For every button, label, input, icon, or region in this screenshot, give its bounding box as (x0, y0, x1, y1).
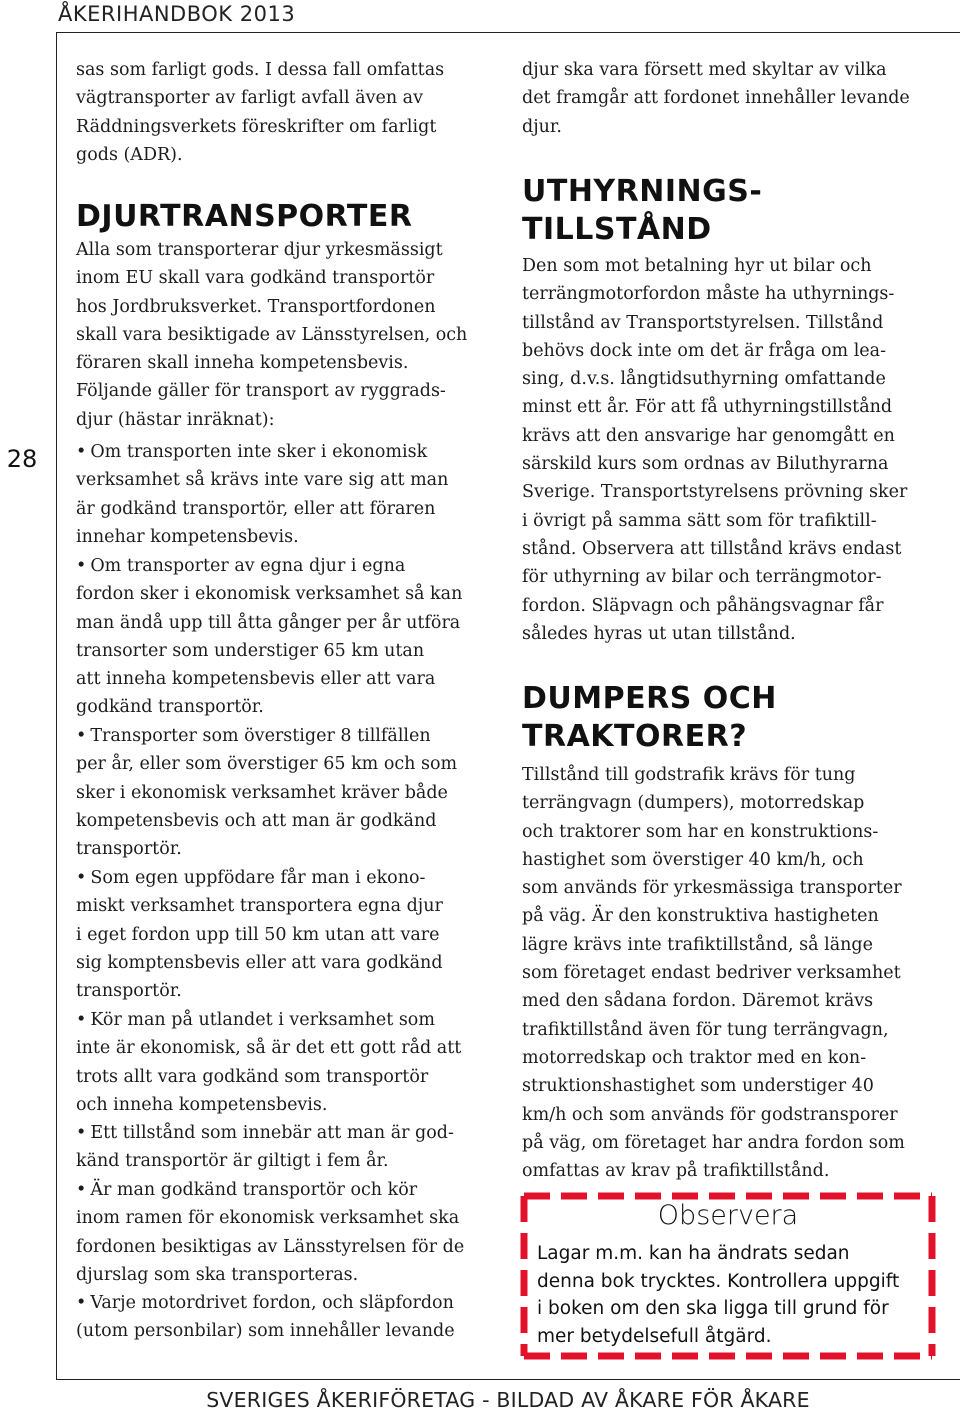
text-line: i boken om den ska ligga till grund för (537, 1298, 889, 1319)
text-line: terrängmotorfordon måste ha uthyrnings- (522, 284, 895, 305)
text-line: innehar kompetensbevis. (76, 526, 299, 547)
observera-box (520, 1192, 936, 1360)
text-line: TILLSTÅND (522, 212, 712, 247)
text-line: stånd. Observera att tillstånd krävs endast (522, 538, 902, 559)
text-line: • Ett tillstånd som innebär att man är god- (76, 1119, 500, 1147)
text-line: behövs dock inte om det är fråga om lea- (522, 340, 886, 361)
text-line: skall vara besiktigade av Länsstyrelsen, och (76, 324, 468, 345)
text-line: och inneha kompetensbevis. (76, 1094, 328, 1115)
bullet-item (76, 864, 500, 1005)
text-line: godkänd transportör. (76, 697, 264, 718)
text-line: föraren skall inneha kompetensbevis. (76, 353, 409, 374)
book-title: ÅKERIHANDBOK 2013 (58, 2, 296, 26)
text-line: fordon. Släpvagn och påhängsvagnar får (522, 595, 884, 616)
continued-paragraph (522, 56, 942, 141)
bullet-item (76, 722, 500, 863)
text-line: • Transporter som överstiger 8 tillfällen (76, 722, 500, 750)
heading-dumpers-traktorer (522, 680, 777, 756)
text-line: man ändå upp till åtta gånger per år utföra (76, 612, 461, 633)
djurtransporter-body (76, 236, 500, 434)
text-line: att inneha kompetensbevis eller att vara (76, 669, 436, 690)
text-line: i eget fordon upp till 50 km utan att vare (76, 924, 440, 945)
text-line: struktionshastighet som understiger 40 (522, 1076, 874, 1097)
text-line: Sverige. Transportstyrelsens prövning sker (522, 482, 908, 503)
text-line: tillstånd av Transportstyrelsen. Tillstånd (522, 312, 884, 333)
text-line: sig komptensbevis eller att vara godkänd (76, 952, 443, 973)
text-line: på väg, om företaget har andra fordon som (522, 1132, 905, 1153)
text-line: fordon sker i ekonomisk verksamhet så kan (76, 584, 463, 605)
text-line: • Om transporten inte sker i ekonomisk (76, 438, 500, 466)
text-line: är godkänd transportör, eller att föraren (76, 498, 436, 519)
text-line: fordonen besiktigas av Länsstyrelsen för de (76, 1236, 465, 1257)
text-line: Räddningsverkets föreskrifter om farligt (76, 116, 437, 137)
text-line: djur ska vara försett med skyltar av vilka (522, 60, 887, 80)
text-line: för uthyrning av bilar och terrängmotor- (522, 567, 882, 588)
text-line: • Är man godkänd transportör och kör (76, 1176, 500, 1204)
text-line: omfattas av krav på trafiktillstånd. (522, 1161, 830, 1182)
text-line: djur. (522, 116, 562, 137)
text-line: hos Jordbruksverket. Transportfordonen (76, 296, 436, 317)
observera-title: Observera (657, 1200, 799, 1231)
text-line: miskt verksamhet transportera egna djur (76, 896, 443, 917)
observera-text (537, 1240, 899, 1350)
footer-slogan: SVERIGES ÅKERIFÖRETAG - BILDAD AV ÅKARE FÖR ÅKARE (206, 1388, 810, 1412)
text-line: sas som farligt gods. I dessa fall omfattas (76, 60, 445, 80)
text-line: lägre krävs inte trafiktillstånd, så länge (522, 934, 873, 955)
text-line: • Kör man på utlandet i verksamhet som (76, 1006, 500, 1034)
text-line: inom EU skall vara godkänd transportör (76, 268, 435, 289)
text-line: Lagar m.m. kan ha ändrats sedan (537, 1243, 850, 1264)
bullet-item (76, 1289, 500, 1346)
bullet-item (76, 1176, 500, 1289)
text-line: inte är ekonomisk, så är det ett gott råd att (76, 1038, 462, 1059)
text-line: vägtransporter av farligt avfall även av (76, 88, 423, 109)
text-line: djur (hästar inräknat): (76, 409, 275, 430)
text-line: denna bok trycktes. Kontrollera uppgift (537, 1270, 900, 1292)
text-line: trots allt vara godkänd som transportör (76, 1066, 429, 1087)
text-line: per år, eller som överstiger 65 km och som (76, 754, 458, 775)
text-line: mer betydelsefull åtgärd. (537, 1325, 772, 1347)
text-line: inom ramen för ekonomisk verksamhet ska (76, 1208, 460, 1229)
text-line: • Som egen uppfödare får man i ekono- (76, 864, 500, 892)
text-line: km/h och som används för godstransporer (522, 1104, 898, 1125)
text-line: särskild kurs som ordnas av Biluthyrarna (522, 454, 889, 475)
dumpers-body (522, 761, 942, 1185)
text-line: sker i ekonomisk verksamhet kräver både (76, 782, 448, 803)
text-line: Följande gäller för transport av ryggrads- (76, 381, 446, 402)
text-line: transportör. (76, 981, 182, 1002)
text-line: gods (ADR). (76, 144, 183, 165)
text-line: det framgår att fordonet innehåller levande (522, 88, 910, 109)
text-line: UTHYRNINGS- (522, 174, 763, 209)
text-line: kompetensbevis och att man är godkänd (76, 810, 437, 831)
text-line: • Om transporter av egna djur i egna (76, 552, 500, 580)
text-line: • Varje motordrivet fordon, och släpfordon (76, 1289, 500, 1317)
bullet-item (76, 438, 500, 551)
text-line: med den sådana fordon. Däremot krävs (522, 991, 874, 1012)
text-line: sing, d.v.s. långtidsuthyrning omfattande (522, 369, 886, 390)
text-line: som företaget endast bedriver verksamhet (522, 963, 901, 984)
page-number: 28 (6, 445, 38, 473)
text-line: verksamhet så krävs inte vare sig att man (76, 470, 449, 491)
text-line: som används för yrkesmässiga transporter (522, 878, 902, 899)
bullet-item (76, 1119, 500, 1176)
text-line: transorter som understiger 65 km utan (76, 640, 425, 661)
uthyrningstillstand-body (522, 252, 942, 648)
text-line: hastighet som överstiger 40 km/h, och (522, 849, 864, 870)
bullet-item (76, 1006, 500, 1119)
text-line: terrängvagn (dumpers), motorredskap (522, 793, 865, 814)
text-line: och traktorer som har en konstruktions- (522, 821, 879, 842)
heading-djurtransporter: DJURTRANSPORTER (76, 199, 413, 234)
text-line: DUMPERS OCH (522, 681, 777, 716)
text-line: (utom personbilar) som innehåller levande (76, 1321, 455, 1342)
text-line: i övrigt på samma sätt som för trafiktill- (522, 510, 877, 531)
text-line: trafiktillstånd även för tung terrängvagn, (522, 1019, 889, 1040)
bullet-item (76, 552, 500, 722)
text-line: TRAKTORER? (522, 719, 748, 754)
text-line: djurslag som ska transporteras. (76, 1264, 359, 1285)
text-line: krävs att den ansvarige har genomgått en (522, 425, 895, 446)
text-line: Alla som transporterar djur yrkesmässigt (76, 240, 443, 260)
heading-uthyrningstillstand (522, 173, 762, 249)
text-line: Tillstånd till godstrafik krävs för tung (522, 765, 856, 785)
text-line: på väg. Är den konstruktiva hastigheten (522, 906, 879, 927)
text-line: transportör. (76, 839, 182, 860)
text-line: minst ett år. För att få uthyrningstillstånd (522, 397, 893, 418)
text-line: känd transportör är giltigt i fem år. (76, 1151, 389, 1172)
intro-paragraph (76, 56, 500, 169)
text-line: således hyras ut utan tillstånd. (522, 623, 796, 644)
text-line: Den som mot betalning hyr ut bilar och (522, 256, 872, 276)
text-line: motorredskap och traktor med en kon- (522, 1047, 867, 1068)
